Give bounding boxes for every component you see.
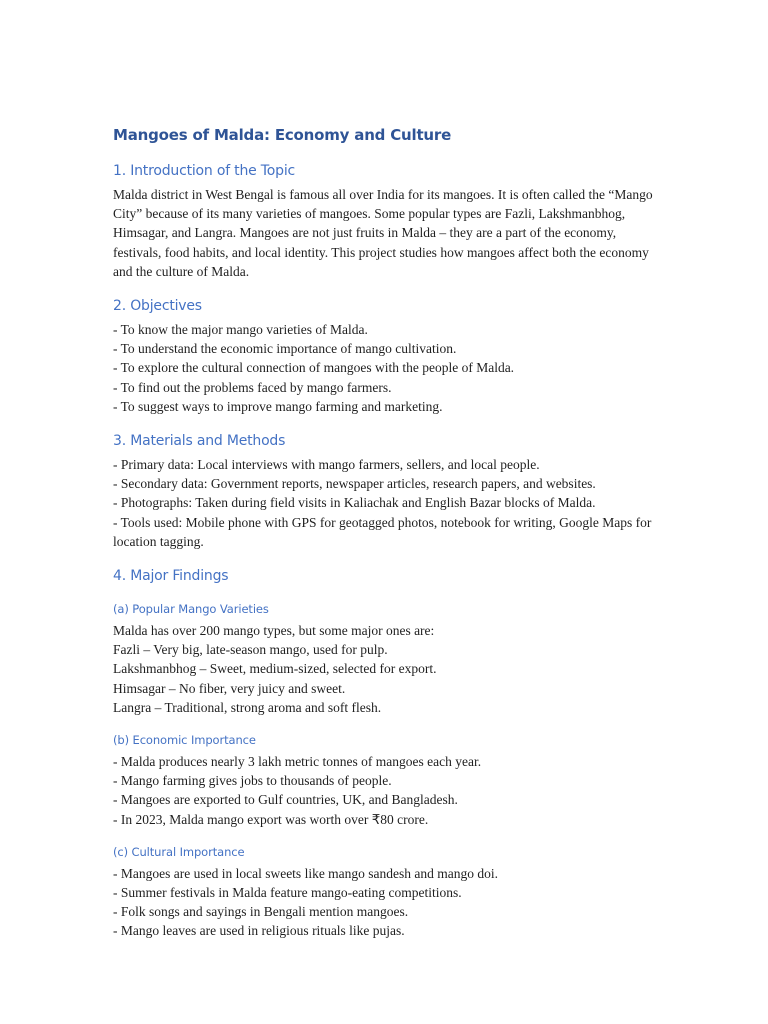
section-heading-introduction: 1. Introduction of the Topic — [113, 163, 296, 179]
objective-item: - To understand the economic importance of mango cultivation. — [113, 341, 457, 357]
section-heading-methods: 3. Materials and Methods — [113, 433, 286, 450]
introduction-paragraph: Malda district in West Bengal is famous all over India for its mangoes. It is often called the “Mango City” because of its many varieties of mangoes. Some popular types are Fazli, Lakshmanbhog, Himsagar, and Langra. Mangoes are not just fruits in Malda – they are a part of the economy, festivals, food habits, and local identity. This project studies how mangoes affect both the economy and the culture of Malda. — [113, 187, 653, 279]
objective-item: - To suggest ways to improve mango farming and marketing. — [113, 398, 443, 414]
subheading-cultural: (c) Cultural Importance — [113, 844, 245, 859]
cultural-list — [113, 864, 658, 941]
objectives-list — [113, 320, 658, 416]
subheading-varieties: (a) Popular Mango Varieties — [113, 602, 269, 617]
economic-list — [113, 752, 658, 829]
variety-item: Lakshmanbhog – Sweet, medium-sized, selected for export. — [113, 661, 437, 677]
economic-item: - Malda produces nearly 3 lakh metric tonnes of mangoes each year. — [113, 754, 482, 770]
section-heading-findings: 4. Major Findings — [113, 568, 229, 585]
objective-item: - To find out the problems faced by mango farmers. — [113, 379, 392, 395]
document-title: Mangoes of Malda: Economy and Culture — [113, 126, 452, 144]
method-item: - Primary data: Local interviews with mango farmers, sellers, and local people. — [113, 457, 540, 473]
variety-item: Malda has over 200 mango types, but some major ones are: — [113, 623, 435, 639]
objective-item: - To know the major mango varieties of Malda. — [113, 322, 368, 338]
cultural-item: - Mango leaves are used in religious rituals like pujas. — [113, 923, 405, 939]
economic-item: - Mangoes are exported to Gulf countries, UK, and Bangladesh. — [113, 792, 458, 808]
cultural-item: - Mangoes are used in local sweets like mango sandesh and mango doi. — [113, 865, 499, 881]
method-item: - Photographs: Taken during field visits in Kaliachak and English Bazar blocks of Malda. — [113, 495, 596, 511]
economic-item: - In 2023, Malda mango export was worth over ₹80 crore. — [113, 811, 429, 827]
cultural-item: - Folk songs and sayings in Bengali mention mangoes. — [113, 904, 409, 920]
economic-item: - Mango farming gives jobs to thousands of people. — [113, 773, 392, 789]
document-page — [113, 124, 658, 941]
methods-list — [113, 455, 658, 551]
variety-item: Himsagar – No fiber, very juicy and sweet. — [113, 680, 346, 696]
varieties-list — [113, 621, 658, 717]
method-item: - Tools used: Mobile phone with GPS for geotagged photos, notebook for writing, Google Maps for location tagging. — [113, 514, 652, 549]
variety-item: Langra – Traditional, strong aroma and soft flesh. — [113, 699, 382, 715]
objective-item: - To explore the cultural connection of mangoes with the people of Malda. — [113, 360, 515, 376]
section-heading-objectives: 2. Objectives — [113, 298, 202, 315]
variety-item: Fazli – Very big, late-season mango, used for pulp. — [113, 642, 388, 658]
subheading-economic: (b) Economic Importance — [113, 733, 256, 748]
cultural-item: - Summer festivals in Malda feature mango-eating competitions. — [113, 885, 462, 901]
method-item: - Secondary data: Government reports, newspaper articles, research papers, and websites. — [113, 476, 596, 492]
